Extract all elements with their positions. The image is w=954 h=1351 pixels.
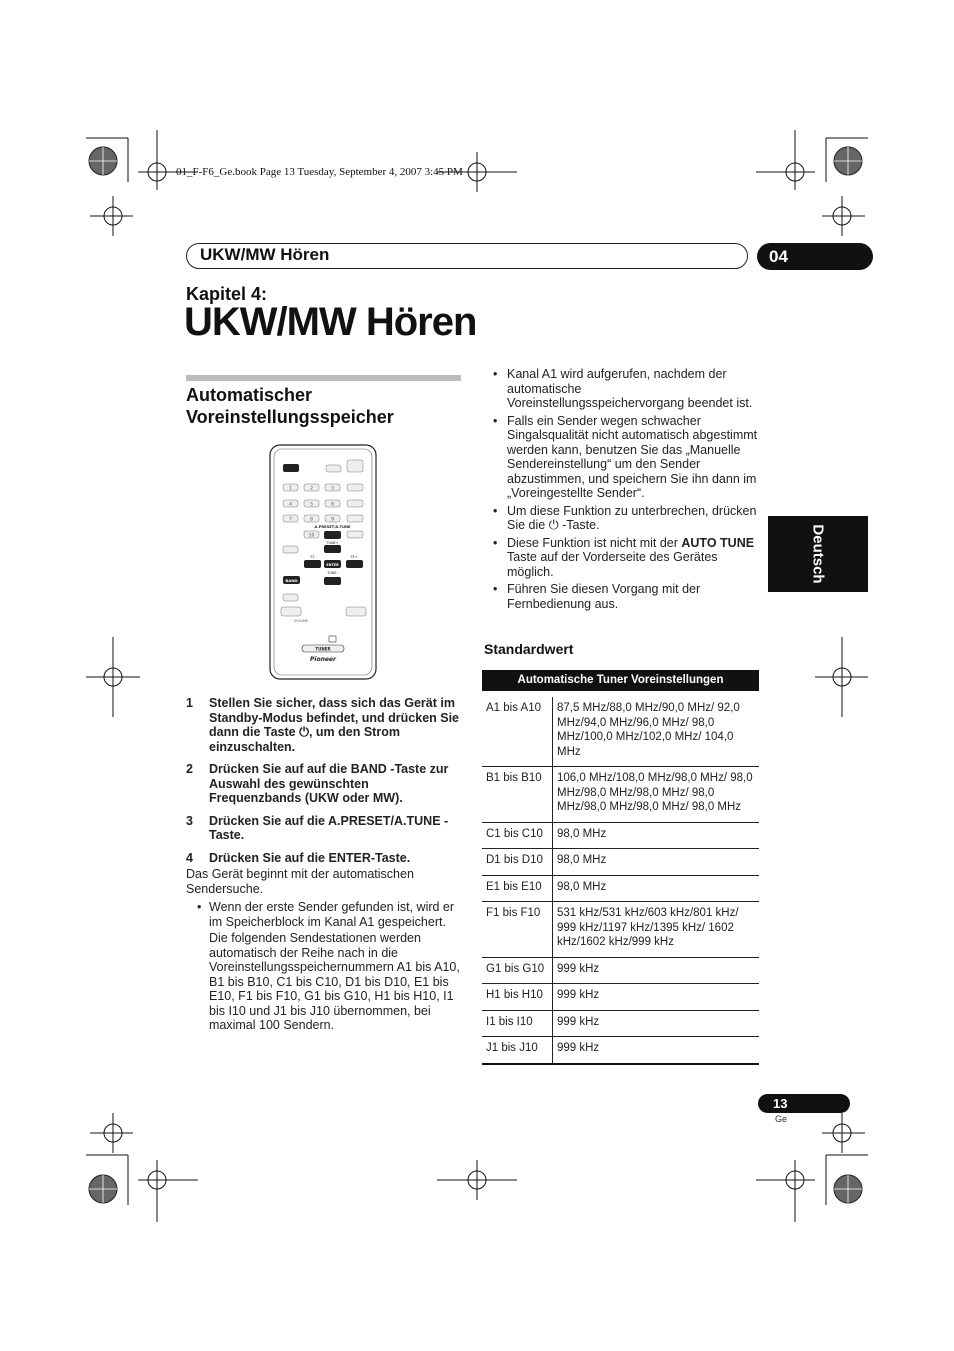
list-item: • Falls ein Sender wegen schwacher Singalsqualität nicht automatisch abgestimmt werden kann, benutzen Sie das „Manuelle Sendereinstellung“ um den Sender abzustimmen, und speichern Sie ihn dann im „Voreingestellte Sender“. bbox=[493, 414, 761, 501]
header-title: UKW/MW Hören bbox=[200, 245, 330, 264]
table-row bbox=[482, 984, 759, 1011]
preset-values: 98,0 MHz bbox=[553, 875, 760, 902]
svg-text:1: 1 bbox=[289, 486, 292, 492]
list-item: • Um diese Funktion zu unterbrechen, drücken Sie die ⏻ -Taste. bbox=[493, 504, 761, 533]
side-tab-label: Deutsch bbox=[809, 524, 827, 584]
step-4-description: Das Gerät beginnt mit der automatischen Sendersuche. bbox=[186, 867, 414, 896]
chapter-number-badge: 04 bbox=[757, 243, 873, 270]
svg-text:8: 8 bbox=[310, 517, 313, 523]
svg-text:Pioneer: Pioneer bbox=[310, 656, 336, 663]
list-item: • Diese Funktion ist nicht mit der AUTO TUNE Taste auf der Vorderseite des Gerätes möglich. bbox=[493, 536, 761, 580]
table-row bbox=[482, 902, 759, 958]
language-side-tab bbox=[768, 516, 868, 592]
preset-range: H1 bis H10 bbox=[482, 984, 553, 1011]
preset-values: 87,5 MHz/88,0 MHz/90,0 MHz/ 92,0 MHz/94,0 MHz/96,0 MHz/ 98,0 MHz/100,0 MHz/102,0 MHz/ 104,0 MHz bbox=[553, 694, 760, 767]
svg-text:TUNER: TUNER bbox=[315, 646, 331, 652]
preset-values: 98,0 MHz bbox=[553, 822, 760, 849]
svg-text:7: 7 bbox=[289, 517, 292, 523]
preset-values: 531 kHz/531 kHz/603 kHz/801 kHz/ 999 kHz/1197 kHz/1395 kHz/ 1602 kHz/1602 kHz/999 kHz bbox=[553, 902, 760, 958]
preset-range: B1 bis B10 bbox=[482, 767, 553, 823]
svg-text:9: 9 bbox=[331, 517, 334, 523]
preset-values: 999 kHz bbox=[553, 1010, 760, 1037]
preset-range: I1 bis I10 bbox=[482, 1010, 553, 1037]
svg-text:6: 6 bbox=[331, 502, 334, 508]
preset-values: 999 kHz bbox=[553, 1037, 760, 1064]
tuner-presets-table bbox=[482, 670, 759, 1065]
svg-text:4: 4 bbox=[289, 502, 292, 508]
table-header: Automatische Tuner Voreinstellungen bbox=[482, 670, 759, 694]
svg-text:TUNE-: TUNE- bbox=[327, 571, 338, 575]
preset-range: F1 bis F10 bbox=[482, 902, 553, 958]
preset-range: D1 bis D10 bbox=[482, 849, 553, 876]
preset-values: 999 kHz bbox=[553, 984, 760, 1011]
table-row bbox=[482, 822, 759, 849]
power-icon: ⏻ bbox=[548, 518, 559, 532]
preset-values: 999 kHz bbox=[553, 957, 760, 984]
notes-bullets bbox=[493, 367, 761, 614]
svg-text:A.PRESET/A.TUNE: A.PRESET/A.TUNE bbox=[314, 525, 351, 529]
power-icon: ⏻ bbox=[299, 725, 309, 739]
section-title: Automatischer Voreinstellungsspeicher bbox=[186, 385, 394, 427]
table-row bbox=[482, 1010, 759, 1037]
section-rule bbox=[186, 375, 461, 381]
preset-range: J1 bis J10 bbox=[482, 1037, 553, 1064]
svg-text:VOLUME: VOLUME bbox=[293, 619, 309, 623]
svg-text:ST+: ST+ bbox=[350, 555, 358, 559]
step-2: 2 Drücken Sie auf auf die BAND -Taste zur Auswahl des gewünschten Frequenzbands (UKW oder MW). bbox=[186, 762, 449, 805]
step-4: 4 Drücken Sie auf die ENTER-Taste. bbox=[186, 850, 411, 865]
page-language-code: Ge bbox=[775, 1114, 788, 1124]
svg-text:ST-: ST- bbox=[310, 555, 316, 559]
preset-range: G1 bis G10 bbox=[482, 957, 553, 984]
svg-text:TUNE+: TUNE+ bbox=[326, 541, 339, 545]
table-row bbox=[482, 1037, 759, 1064]
step-4-bullets bbox=[186, 900, 464, 1033]
print-line: 01_F-F6_Ge.book Page 13 Tuesday, September 4, 2007 3:45 PM bbox=[176, 166, 463, 178]
list-item: • Führen Sie diesen Vorgang mit der Fernbedienung aus. bbox=[493, 582, 761, 611]
svg-text:2: 2 bbox=[310, 486, 313, 492]
page-number: 13 bbox=[758, 1094, 850, 1113]
steps-list bbox=[186, 696, 464, 1033]
page-title: UKW/MW Hören bbox=[184, 300, 477, 344]
svg-text:3: 3 bbox=[331, 486, 334, 492]
standard-value-title: Standardwert bbox=[484, 641, 574, 657]
preset-values: 106,0 MHz/108,0 MHz/98,0 MHz/ 98,0 MHz/98,0 MHz/98,0 MHz/ 98,0 MHz/98,0 MHz/98,0 MHz/ 98,0 MHz bbox=[553, 767, 760, 823]
list-item: • Wenn der erste Sender gefunden ist, wird er im Speicherblock im Kanal A1 gespeichert. Die folgenden Sendestationen werden automatisch der Reihe nach in die Voreinstellungsspeichernummern A1 bis A10, B1 bis B10, C1 bis C10, D1 bis D10, E1 bis E10, F1 bis F10, G1 bis G10, H1 bis H10, I1 bis I10 und J1 bis J10 übernommen, bei maximal 100 Sendern. bbox=[186, 900, 464, 1033]
svg-text:ENTER: ENTER bbox=[326, 563, 339, 567]
preset-values: 98,0 MHz bbox=[553, 849, 760, 876]
svg-text:BAND: BAND bbox=[285, 578, 298, 583]
step-1: 1 Stellen Sie sicher, dass sich das Gerät im Standby-Modus befindet, und drücken Sie dann die Taste ⏻, um den Strom einzuschalten. bbox=[186, 696, 460, 754]
table-row bbox=[482, 767, 759, 823]
table-row bbox=[482, 694, 759, 767]
preset-range: E1 bis E10 bbox=[482, 875, 553, 902]
table-row bbox=[482, 849, 759, 876]
svg-text:5: 5 bbox=[310, 502, 313, 508]
power-button bbox=[283, 464, 299, 472]
chapter-label: Kapitel 4: bbox=[186, 284, 268, 304]
preset-range: A1 bis A10 bbox=[482, 694, 553, 767]
remote-control-illustration bbox=[269, 444, 377, 680]
table-row bbox=[482, 957, 759, 984]
svg-text:10: 10 bbox=[308, 533, 315, 539]
table-row bbox=[482, 875, 759, 902]
list-item: • Kanal A1 wird aufgerufen, nachdem der automatische Voreinstellungsspeichervorgang beendet ist. bbox=[493, 367, 761, 411]
step-3: 3 Drücken Sie auf die A.PRESET/A.TUNE -Taste. bbox=[186, 813, 449, 842]
preset-range: C1 bis C10 bbox=[482, 822, 553, 849]
